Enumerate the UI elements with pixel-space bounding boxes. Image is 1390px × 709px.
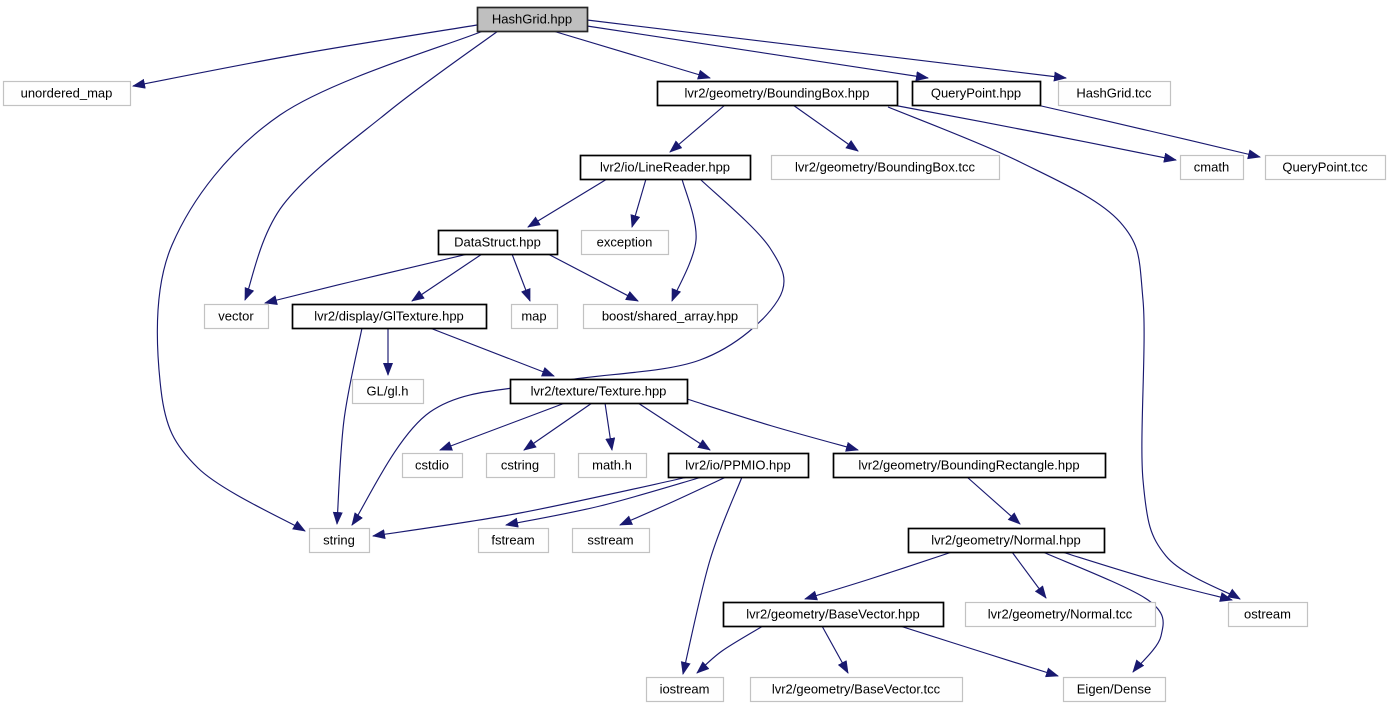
- node-cmath: [1181, 156, 1244, 180]
- node-label-basevector_hpp: lvr2/geometry/BaseVector.hpp: [746, 606, 920, 622]
- edge-linereader_hpp-to-boost_shared_array_hpp: [672, 179, 696, 301]
- edge-boundingbox_hpp-to-cmath: [893, 105, 1176, 160]
- edge-datastruct_hpp-to-boost_shared_array_hpp: [548, 254, 638, 301]
- edge-texture_hpp-to-ppmio_hpp: [638, 403, 710, 450]
- edge-boundingbox_hpp-to-ostream: [888, 107, 1240, 599]
- node-cstdio: [403, 454, 463, 478]
- edge-boundingrectangle_hpp-to-normal_hpp: [967, 477, 1020, 524]
- edge-hashgrid_hpp-to-boundingbox_hpp: [553, 31, 710, 78]
- edge-normal_hpp-to-normal_tcc: [1012, 552, 1046, 598]
- node-label-boundingbox_hpp: lvr2/geometry/BoundingBox.hpp: [684, 85, 870, 101]
- edge-ppmio_hpp-to-iostream: [683, 477, 742, 674]
- node-label-boost_shared_array_hpp: boost/shared_array.hpp: [601, 308, 739, 324]
- node-basevector_tcc: [751, 678, 963, 702]
- node-hashgrid_tcc: [1059, 82, 1171, 106]
- edge-texture_hpp-to-math_h: [605, 403, 612, 450]
- node-label-linereader_hpp: lvr2/io/LineReader.hpp: [599, 159, 731, 175]
- node-boost_shared_array_hpp: [584, 305, 758, 329]
- node-label-math_h: math.h: [592, 457, 632, 473]
- node-ppmio_hpp[interactable]: [669, 454, 809, 478]
- node-label-boundingrectangle_hpp: lvr2/geometry/BoundingRectangle.hpp: [858, 457, 1080, 473]
- node-string: [310, 529, 370, 553]
- edge-gltexture_hpp-to-texture_hpp: [430, 328, 554, 376]
- node-querypoint_tcc: [1266, 156, 1386, 180]
- node-label-cstring: cstring: [500, 457, 540, 473]
- node-querypoint_hpp[interactable]: [913, 82, 1041, 106]
- node-eigen_dense: [1064, 678, 1166, 702]
- edge-ppmio_hpp-to-sstream: [620, 477, 726, 525]
- node-label-gltexture_hpp: lvr2/display/GlTexture.hpp: [314, 308, 464, 324]
- node-datastruct_hpp[interactable]: [439, 231, 558, 255]
- node-label-cmath: cmath: [1193, 159, 1230, 175]
- edge-linereader_hpp-to-datastruct_hpp: [528, 179, 607, 227]
- node-basevector_hpp[interactable]: [724, 603, 944, 627]
- edge-datastruct_hpp-to-gltexture_hpp: [412, 254, 482, 301]
- edge-ppmio_hpp-to-string: [373, 477, 688, 536]
- node-map: [512, 305, 558, 329]
- node-exception: [582, 231, 669, 255]
- node-boundingbox_hpp[interactable]: [658, 82, 898, 106]
- node-label-map: map: [521, 308, 547, 324]
- node-label-basevector_tcc: lvr2/geometry/BaseVector.tcc: [771, 681, 941, 697]
- node-gl_gl_h: [353, 380, 424, 404]
- node-label-ostream: ostream: [1244, 606, 1291, 622]
- node-math_h: [579, 454, 647, 478]
- node-texture_hpp[interactable]: [511, 380, 688, 404]
- node-normal_hpp[interactable]: [909, 529, 1105, 553]
- node-label-querypoint_tcc: QueryPoint.tcc: [1282, 159, 1368, 175]
- node-label-hashgrid_tcc: HashGrid.tcc: [1076, 85, 1152, 101]
- edge-linereader_hpp-to-exception: [632, 179, 646, 227]
- edge-texture_hpp-to-boundingrectangle_hpp: [687, 399, 858, 450]
- edge-normal_hpp-to-basevector_hpp: [805, 552, 952, 599]
- node-gltexture_hpp[interactable]: [293, 305, 487, 329]
- node-label-texture_hpp: lvr2/texture/Texture.hpp: [530, 383, 667, 399]
- edge-boundingbox_hpp-to-boundingbox_tcc: [793, 105, 858, 151]
- node-normal_tcc: [966, 603, 1156, 627]
- node-fstream: [479, 529, 549, 553]
- node-unordered_map: [4, 82, 131, 106]
- edge-texture_hpp-to-cstring: [524, 403, 592, 450]
- node-label-unordered_map: unordered_map: [20, 85, 113, 101]
- node-label-gl_gl_h: GL/gl.h: [366, 383, 409, 399]
- edge-texture_hpp-to-cstdio: [440, 403, 565, 450]
- edge-ppmio_hpp-to-fstream: [506, 477, 702, 525]
- node-linereader_hpp[interactable]: [581, 156, 751, 180]
- edge-hashgrid_hpp-to-unordered_map: [133, 25, 477, 86]
- node-label-fstream: fstream: [491, 532, 535, 548]
- node-label-sstream: sstream: [587, 532, 634, 548]
- node-vector: [205, 305, 269, 329]
- node-label-ppmio_hpp: lvr2/io/PPMIO.hpp: [685, 457, 791, 473]
- edge-basevector_hpp-to-iostream: [697, 626, 763, 673]
- node-label-exception: exception: [596, 234, 653, 250]
- node-ostream: [1229, 603, 1308, 627]
- edge-normal_hpp-to-ostream: [1062, 552, 1232, 600]
- edge-gltexture_hpp-to-string: [337, 328, 362, 524]
- edge-boundingbox_hpp-to-linereader_hpp: [670, 105, 725, 152]
- node-label-datastruct_hpp: DataStruct.hpp: [454, 234, 541, 250]
- node-label-boundingbox_tcc: lvr2/geometry/BoundingBox.tcc: [795, 159, 975, 175]
- edge-datastruct_hpp-to-map: [512, 254, 530, 301]
- node-label-eigen_dense: Eigen/Dense: [1076, 681, 1152, 697]
- edge-basevector_hpp-to-eigen_dense: [900, 626, 1058, 676]
- node-boundingrectangle_hpp[interactable]: [834, 454, 1106, 478]
- node-label-string: string: [323, 532, 355, 548]
- node-label-querypoint_hpp: QueryPoint.hpp: [930, 85, 1022, 101]
- edge-hashgrid_hpp-to-querypoint_hpp: [587, 26, 928, 78]
- node-cstring: [487, 454, 555, 478]
- node-label-normal_hpp: lvr2/geometry/Normal.hpp: [931, 532, 1081, 548]
- edge-querypoint_hpp-to-querypoint_tcc: [1037, 105, 1260, 157]
- edge-basevector_hpp-to-basevector_tcc: [822, 626, 848, 673]
- node-label-normal_tcc: lvr2/geometry/Normal.tcc: [987, 606, 1133, 622]
- node-sstream: [573, 529, 650, 553]
- edge-datastruct_hpp-to-vector: [265, 254, 468, 303]
- node-label-iostream: iostream: [659, 681, 710, 697]
- node-label-cstdio: cstdio: [415, 457, 449, 473]
- node-iostream: [647, 678, 724, 702]
- edge-hashgrid_hpp-to-hashgrid_tcc: [587, 20, 1066, 78]
- node-label-vector: vector: [218, 308, 254, 324]
- node-hashgrid_hpp[interactable]: [478, 8, 588, 32]
- node-boundingbox_tcc: [772, 156, 1000, 180]
- node-label-hashgrid_hpp: HashGrid.hpp: [491, 11, 573, 27]
